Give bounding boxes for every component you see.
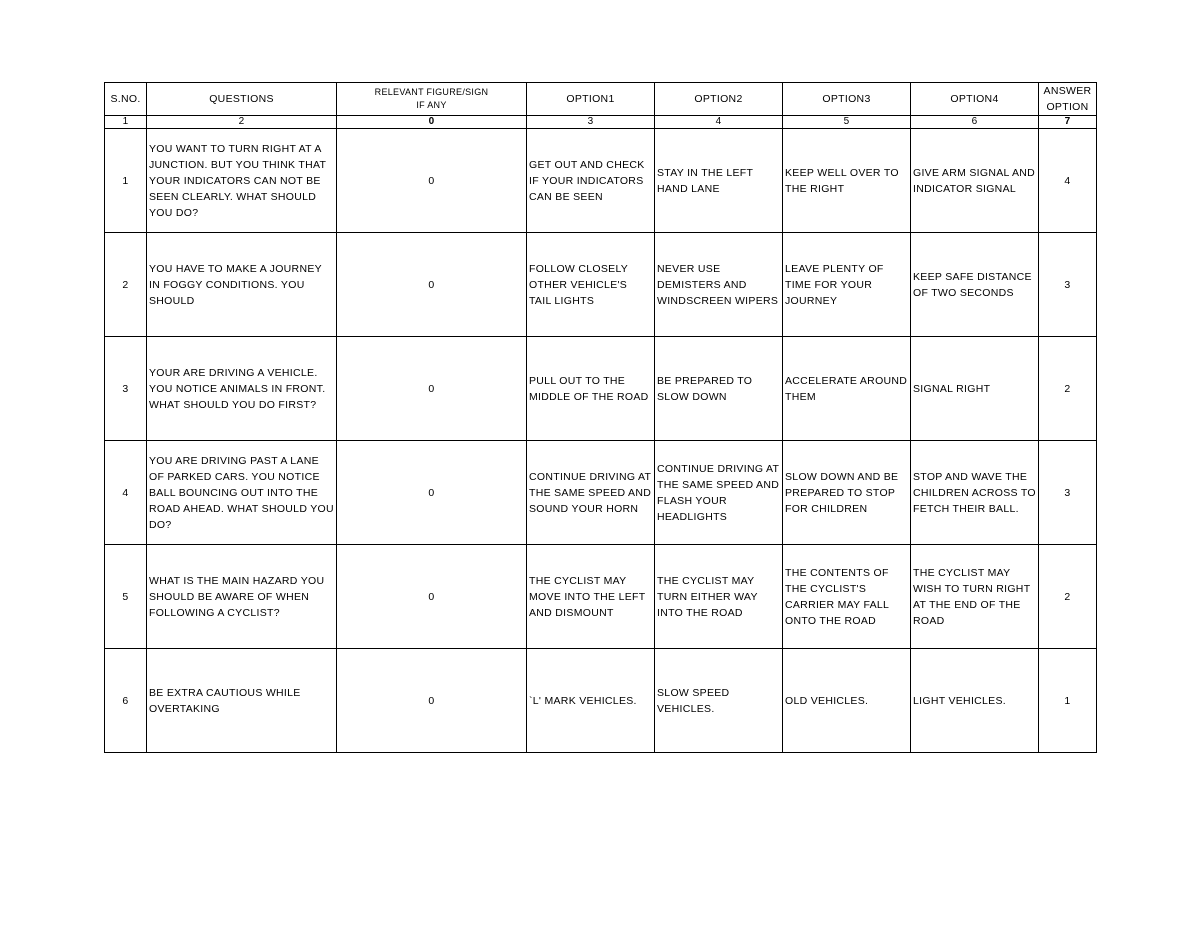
option3-cell: KEEP WELL OVER TO THE RIGHT <box>783 129 911 233</box>
header-relevant-figure <box>337 83 527 116</box>
answer-cell: 3 <box>1039 441 1097 545</box>
question-cell: BE EXTRA CAUTIOUS WHILE OVERTAKING <box>147 649 337 753</box>
option4-cell: THE CYCLIST MAY WISH TO TURN RIGHT AT THE END OF THE ROAD <box>911 545 1039 649</box>
option2-cell: STAY IN THE LEFT HAND LANE <box>655 129 783 233</box>
table-row <box>105 649 1097 753</box>
table-row <box>105 233 1097 337</box>
question-cell: YOUR ARE DRIVING A VEHICLE. YOU NOTICE ANIMALS IN FRONT. WHAT SHOULD YOU DO FIRST? <box>147 337 337 441</box>
figure-cell: 0 <box>337 337 527 441</box>
column-number: 6 <box>911 116 1039 129</box>
column-number: 7 <box>1039 116 1097 129</box>
option1-cell: `L' MARK VEHICLES. <box>527 649 655 753</box>
sno-cell: 5 <box>105 545 147 649</box>
option1-cell: THE CYCLIST MAY MOVE INTO THE LEFT AND DISMOUNT <box>527 545 655 649</box>
option4-cell: STOP AND WAVE THE CHILDREN ACROSS TO FETCH THEIR BALL. <box>911 441 1039 545</box>
option3-cell: ACCELERATE AROUND THEM <box>783 337 911 441</box>
quiz-table <box>104 82 1097 753</box>
sno-cell: 2 <box>105 233 147 337</box>
header-option1: OPTION1 <box>527 83 655 116</box>
option3-cell: SLOW DOWN AND BE PREPARED TO STOP FOR CHILDREN <box>783 441 911 545</box>
figure-cell: 0 <box>337 441 527 545</box>
option2-cell: NEVER USE DEMISTERS AND WINDSCREEN WIPERS <box>655 233 783 337</box>
figure-cell: 0 <box>337 129 527 233</box>
option4-cell: SIGNAL RIGHT <box>911 337 1039 441</box>
question-cell: WHAT IS THE MAIN HAZARD YOU SHOULD BE AWARE OF WHEN FOLLOWING A CYCLIST? <box>147 545 337 649</box>
header-sno: S.NO. <box>105 83 147 116</box>
column-number: 5 <box>783 116 911 129</box>
sno-cell: 4 <box>105 441 147 545</box>
sno-cell: 6 <box>105 649 147 753</box>
header-row <box>105 83 1097 116</box>
figure-cell: 0 <box>337 649 527 753</box>
table-row <box>105 545 1097 649</box>
answer-cell: 3 <box>1039 233 1097 337</box>
column-number: 3 <box>527 116 655 129</box>
question-cell: YOU ARE DRIVING PAST A LANE OF PARKED CARS. YOU NOTICE BALL BOUNCING OUT INTO THE ROAD AHEAD. WHAT SHOULD YOU DO? <box>147 441 337 545</box>
option2-cell: SLOW SPEED VEHICLES. <box>655 649 783 753</box>
column-number-row <box>105 116 1097 129</box>
header-option3: OPTION3 <box>783 83 911 116</box>
option4-cell: LIGHT VEHICLES. <box>911 649 1039 753</box>
figure-cell: 0 <box>337 233 527 337</box>
option2-cell: THE CYCLIST MAY TURN EITHER WAY INTO THE ROAD <box>655 545 783 649</box>
option3-cell: THE CONTENTS OF THE CYCLIST'S CARRIER MAY FALL ONTO THE ROAD <box>783 545 911 649</box>
table-row <box>105 441 1097 545</box>
table-row <box>105 129 1097 233</box>
option4-cell: KEEP SAFE DISTANCE OF TWO SECONDS <box>911 233 1039 337</box>
column-number: 4 <box>655 116 783 129</box>
header-answer-line2: OPTION <box>1046 101 1089 113</box>
header-questions: QUESTIONS <box>147 83 337 116</box>
question-cell: YOU WANT TO TURN RIGHT AT A JUNCTION. BUT YOU THINK THAT YOUR INDICATORS CAN NOT BE SEEN CLEARLY. WHAT SHOULD YOU DO? <box>147 129 337 233</box>
header-option2: OPTION2 <box>655 83 783 116</box>
option3-cell: OLD VEHICLES. <box>783 649 911 753</box>
option1-cell: PULL OUT TO THE MIDDLE OF THE ROAD <box>527 337 655 441</box>
answer-cell: 4 <box>1039 129 1097 233</box>
option1-cell: FOLLOW CLOSELY OTHER VEHICLE'S TAIL LIGHTS <box>527 233 655 337</box>
column-number: 1 <box>105 116 147 129</box>
header-answer-line1: ANSWER <box>1043 85 1092 97</box>
column-number: 0 <box>337 116 527 129</box>
header-figure-line2: IF ANY <box>416 100 447 110</box>
header-figure-line1: RELEVANT FIGURE/SIGN <box>374 87 489 97</box>
header-answer <box>1039 83 1097 116</box>
header-option4: OPTION4 <box>911 83 1039 116</box>
answer-cell: 2 <box>1039 337 1097 441</box>
figure-cell: 0 <box>337 545 527 649</box>
question-cell: YOU HAVE TO MAKE A JOURNEY IN FOGGY CONDITIONS. YOU SHOULD <box>147 233 337 337</box>
option4-cell: GIVE ARM SIGNAL AND INDICATOR SIGNAL <box>911 129 1039 233</box>
option2-cell: CONTINUE DRIVING AT THE SAME SPEED AND FLASH YOUR HEADLIGHTS <box>655 441 783 545</box>
option1-cell: CONTINUE DRIVING AT THE SAME SPEED AND SOUND YOUR HORN <box>527 441 655 545</box>
answer-cell: 2 <box>1039 545 1097 649</box>
option2-cell: BE PREPARED TO SLOW DOWN <box>655 337 783 441</box>
sno-cell: 3 <box>105 337 147 441</box>
answer-cell: 1 <box>1039 649 1097 753</box>
sno-cell: 1 <box>105 129 147 233</box>
option1-cell: GET OUT AND CHECK IF YOUR INDICATORS CAN BE SEEN <box>527 129 655 233</box>
column-number: 2 <box>147 116 337 129</box>
table-row <box>105 337 1097 441</box>
option3-cell: LEAVE PLENTY OF TIME FOR YOUR JOURNEY <box>783 233 911 337</box>
